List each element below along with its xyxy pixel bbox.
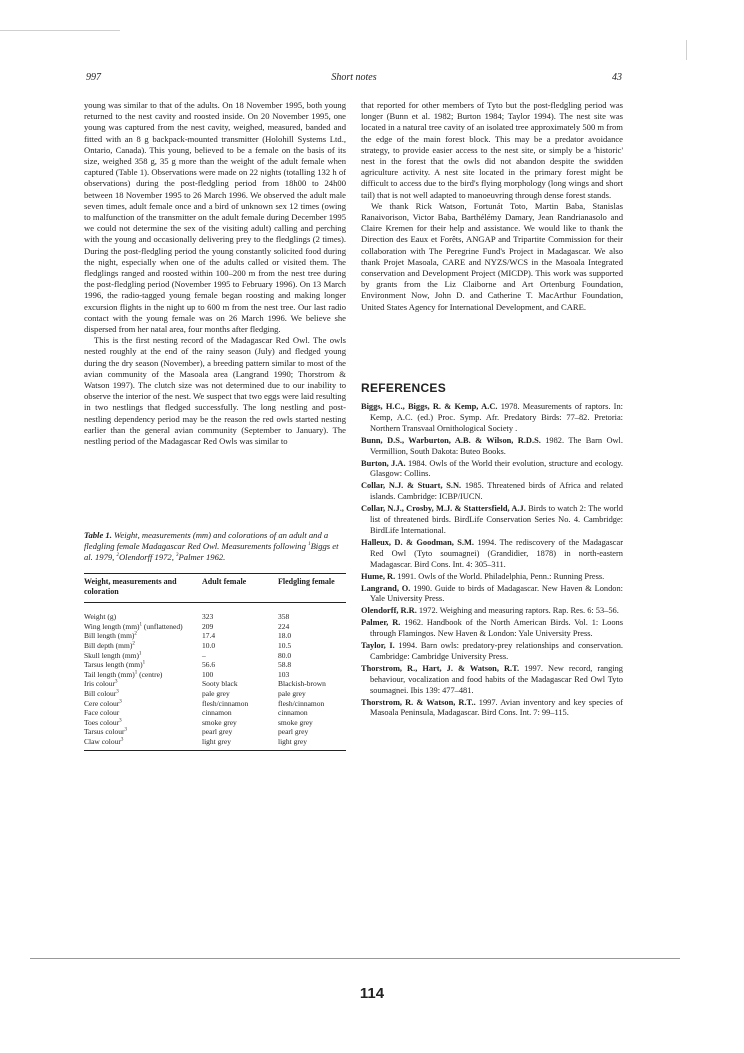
row-label: Weight (g) — [84, 612, 117, 622]
table-header-row — [84, 574, 346, 603]
fledgling-female-value: 103 — [278, 669, 290, 679]
adult-female-value: 323 — [202, 612, 214, 622]
reference-text: 1997. Avian inventory and key species of Masoala Peninsula, Madagascar. Bird Cons. Int. 7: 99–115. — [370, 697, 623, 718]
reference-entry — [361, 481, 623, 503]
reference-text: 1991. Owls of the World. Philadelphia, Penn.: Running Press. — [395, 571, 605, 581]
table-caption — [84, 530, 346, 563]
fledgling-female-value: 80.0 — [278, 650, 292, 660]
table-label: Table 1. — [84, 530, 112, 540]
adult-female-value: 17.4 — [202, 631, 216, 641]
reference-text: 1997. New record, ranging behaviour, vocalization and food habits of the Madagascar Red Owl Tyto soumagnei. Ibis 139: 477–481. — [370, 663, 623, 695]
reference-text: 1972. Weighing and measuring raptors. Rap. Res. 6: 53–56. — [416, 606, 619, 616]
reference-authors: Thorstrom, R., Hart, J. & Watson, R.T. — [361, 663, 520, 673]
reference-authors: Collar, N.J. & Stuart, S.N. — [361, 481, 462, 491]
table-row — [84, 737, 346, 750]
fledgling-female-value: pale grey — [278, 688, 306, 698]
scan-edge-right — [686, 40, 687, 60]
reference-entry — [361, 618, 623, 640]
fledgling-female-value: flesh/cinnamon — [278, 698, 325, 708]
reference-authors: Biggs, H.C., Biggs, R. & Kemp, A.C. — [361, 402, 498, 411]
fledgling-female-value: 10.5 — [278, 640, 292, 650]
header-page: 43 — [612, 72, 622, 83]
row-label: Tarsus colour$^3$ — [84, 727, 128, 737]
header-section: Short notes — [331, 72, 377, 83]
table-row — [84, 727, 346, 737]
adult-female-value: Sooty black — [202, 679, 238, 689]
adult-female-value: cinnamon — [202, 708, 232, 718]
reference-authors: Thorstrom, R. & Watson, R.T.. — [361, 697, 476, 707]
reference-text: 1984. Owls of the World their evolution, structure and ecology. Glasgow: Collins. — [370, 458, 623, 479]
adult-female-value: 209 — [202, 621, 214, 631]
reference-authors: Bunn, D.S., Warburton, A.B. & Wilson, R.D.S. — [361, 435, 541, 445]
reference-text: 1994. The rediscovery of the Madagascar Red Owl (Tyto soumagnei) (Grandidier, 1878) in north-eastern Madagascar. Bird Cons. Int. 4: 305–311. — [370, 537, 623, 569]
row-label: Face colour — [84, 708, 120, 718]
table-row — [84, 641, 346, 651]
left-column — [84, 100, 346, 447]
table-row — [84, 603, 346, 622]
scan-edge-bottom — [30, 958, 680, 959]
reference-entry — [361, 538, 623, 571]
table-row — [84, 699, 346, 709]
row-label: Tail length (mm)$^1$ (centre) — [84, 669, 163, 679]
reference-text: 1962. Handbook of the North American Birds. Vol. 1: Loons through Flamingos. New Haven & London: Yale University Press. — [370, 618, 623, 639]
adult-female-value: smoke grey — [202, 717, 237, 727]
adult-female-value: 56.6 — [202, 660, 216, 670]
table-row — [84, 670, 346, 680]
body-paragraph: young was similar to that of the adults. On 18 November 1995, both young returned to the nest cavity and roosted inside. On 20 November 1995, one young was captured from the nest cavity, weighed, measured, banded and fitted with an 8 g backpack-mounted transmitter (Holohill Systems Ltd., Ontario, Canada). This young, believed to be a female on the basis of its size, weighed 358 g, 35 g more than the weight of the adult female when captured (Table 1). Observations were made on 22 nights (totalling 132 h of observations) during the post-fledgling period from 18h00 to 24h00 between 18 November 1995 to 26 March 1996. We observed the adult male seven times, adult female once and a bird of unknown sex 12 times (owing to malfunction of the transmitter on the adult female during December 1995 we could not determine the sex of the visiting adult) calling and perching with the young and occasionally delivering prey to the fledglings (2 times). During the post-fledgling period the young constantly solicited food during the night, especially when one of the adults called or visited them. The fledglings ranged and roosted within 100–200 m from the nest tree during the post-fledgling period (November 1995 to February 1996). On 13 March 1996, the radio-tagged young female began roosting and making longer excursion flights in the night up to 600 m from the nest tree. Our last radio contact with the young female was on 26 March 1996. We believe she dispersed from her natal area, four months after fledging. — [84, 100, 346, 335]
fledgling-female-value: 58.8 — [278, 660, 292, 670]
reference-text: 1985. Threatened birds of Africa and related islands. Cambridge: ICBP/IUCN. — [370, 481, 623, 502]
scan-edge-top — [0, 30, 120, 31]
row-label: Tarsus length (mm)$^1$ — [84, 660, 146, 670]
reference-entry — [361, 504, 623, 537]
body-paragraph: This is the first nesting record of the Madagascar Red Owl. The owls nested roughly at the end of the rainy season (July) and fledged young during the dry season (November), a breeding pattern similar to most of the avian community of the Masoala area (Langrand 1990; Thorstrom & Watson 1997). The clutch size was not determined due to our inability to observe the interior of the nest. We suspect that two eggs were laid resulting in two nestlings that fledged successfully. The long nestling and post-nestling dependency period may be the reason the red owls started nesting earlier than the general avian community (September to January). The nestling period of the Madagascar Red Owls was similar to — [84, 335, 346, 447]
adult-female-value: light grey — [202, 737, 278, 750]
table-row — [84, 651, 346, 661]
header-volume: 997 — [86, 72, 101, 83]
table-header-cell: Fledgling female — [278, 574, 346, 603]
reference-authors: Hume, R. — [361, 571, 396, 581]
row-label: Toes colour$^3$ — [84, 717, 122, 727]
caption-ref: $^1$Biggs et al. 1979, — [84, 541, 339, 562]
fledgling-female-value: smoke grey — [278, 717, 313, 727]
caption-ref: $^2$Olendorff 1972, — [116, 552, 177, 562]
fledgling-female-value: 358 — [278, 612, 290, 622]
adult-female-value: flesh/cinnamon — [202, 698, 249, 708]
reference-text: 1978. Measurements of raptors. In: Kemp, A.C. (ed.) Proc. Symp. Afr. Predatory Birds: 77–82. Pretoria: Northern Transvaal Ornithological Society . — [370, 402, 623, 433]
references-list — [361, 402, 623, 720]
table-row — [84, 660, 346, 670]
row-label: Bill colour$^3$ — [84, 688, 119, 698]
reference-entry — [361, 459, 623, 481]
row-label: Iris colour$^3$ — [84, 679, 118, 689]
fledgling-female-value: Blackish-brown — [278, 679, 326, 689]
reference-entry — [361, 606, 623, 617]
table-row — [84, 631, 346, 641]
table-row — [84, 622, 346, 632]
right-column — [361, 100, 623, 313]
table-caption-text: Weight, measurements (mm) and colorations of an adult and a fledgling female Madagascar Red Owl. Measurements following — [84, 530, 329, 551]
adult-female-value: pearl grey — [202, 727, 233, 737]
row-label: Cere colour$^3$ — [84, 698, 122, 708]
reference-text: 1994. Barn owls: predatory-prey relationships and conservation. Cambridge: Cambridge University Press. — [370, 641, 623, 661]
fledgling-female-value: 224 — [278, 621, 290, 631]
reference-text: Birds to watch 2: The world list of threatened birds. BirdLife Conservation Series No. 4. Cambridge: BirdLife International. — [370, 504, 623, 535]
reference-entry — [361, 436, 623, 458]
caption-ref: $^3$Palmer 1962. — [176, 552, 226, 562]
reference-entry — [361, 402, 623, 435]
fledgling-female-value: pearl grey — [278, 727, 309, 737]
reference-entry — [361, 698, 623, 720]
row-label: Bill depth (mm)$^2$ — [84, 640, 135, 650]
reference-authors: Langrand, O. — [361, 583, 411, 593]
reference-authors: Halleux, D. & Goodman, S.M. — [361, 537, 475, 547]
fledgling-female-value: cinnamon — [278, 708, 308, 718]
reference-entry — [361, 572, 623, 583]
body-paragraph: that reported for other members of Tyto but the post-fledgling period was longer (Bunn et al. 1982; Burton 1984; Taylor 1994). The nest site was located in a natural tree cavity of an isolated tree approximately 500 m from the edge of the main forest block. This may be a predator avoidance strategy, to provide easier access to the nest site, or simply be a 'historic' nest in the forest that the owls did not abandon despite the swidden agriculture activity. A nest site located in the primary forest might be difficult to access due to the bird's flying morphology (long wings and short tail) that is not well adapted to manoeuvring through dense forest stands. — [361, 100, 623, 200]
table-header-cell: Adult female — [202, 574, 278, 603]
row-label: Wing length (mm)$^1$ (unflattened) — [84, 621, 183, 631]
table-row — [84, 679, 346, 689]
reference-authors: Olendorff, R.R. — [361, 606, 417, 616]
references-heading: REFERENCES — [361, 381, 447, 395]
table-row — [84, 718, 346, 728]
adult-female-value: pale grey — [202, 688, 230, 698]
table-body — [84, 603, 346, 750]
reference-entry — [361, 641, 623, 663]
reference-entry — [361, 584, 623, 606]
table-header-cell: Weight, measurements and coloration — [84, 574, 202, 603]
reference-authors: Collar, N.J., Crosby, M.J. & Stattersfield, A.J. — [361, 504, 526, 514]
reference-entry — [361, 664, 623, 697]
reference-authors: Palmer, R. — [361, 618, 401, 628]
table-row — [84, 708, 346, 718]
adult-female-value: – — [202, 650, 206, 660]
adult-female-value: 10.0 — [202, 640, 216, 650]
reference-text: 1990. Guide to birds of Madagascar. New Haven & London: Yale University Press. — [370, 583, 623, 604]
table-row — [84, 689, 346, 699]
page-number: 114 — [359, 985, 385, 1002]
adult-female-value: 100 — [202, 669, 214, 679]
row-label: Claw colour$^3$ — [84, 737, 202, 750]
row-label: Skull length (mm)$^1$ — [84, 650, 142, 660]
reference-authors: Burton, J.A. — [361, 458, 406, 468]
fledgling-female-value: light grey — [278, 737, 346, 750]
running-header — [86, 72, 622, 86]
measurements-table — [84, 573, 346, 751]
reference-text: 1982. The Barn Owl. Vermillion, South Dakota: Buteo Books. — [370, 435, 623, 456]
reference-authors: Taylor, I. — [361, 641, 395, 651]
fledgling-female-value: 18.0 — [278, 631, 292, 641]
row-label: Bill length (mm)$^2$ — [84, 631, 137, 641]
acknowledgements-paragraph: We thank Rick Watson, Fortunát Toto, Martin Baba, Stanislas Ranaivorison, Victor Baba, Barthélémy Damary, Jean Randrianasolo and Claire Kremen for their help and assistance. We would like to thank the Direction des Eaux et Forêts, ANGAP and Tripartite Commission for their collaboration with The Peregrine Fund's Project in Madagascar. We also thank Projet Masoala, CARE and NYZS/WCS in the Masoala Integrated conservation and Development Project (MICDP). This work was supported by grants from the Liz Claiborne and Art Ortenburg Foundation, Environment Now, John D. and Catherine T. MacArthur Foundation, United States Agency for International Development, and CARE. — [361, 200, 623, 312]
